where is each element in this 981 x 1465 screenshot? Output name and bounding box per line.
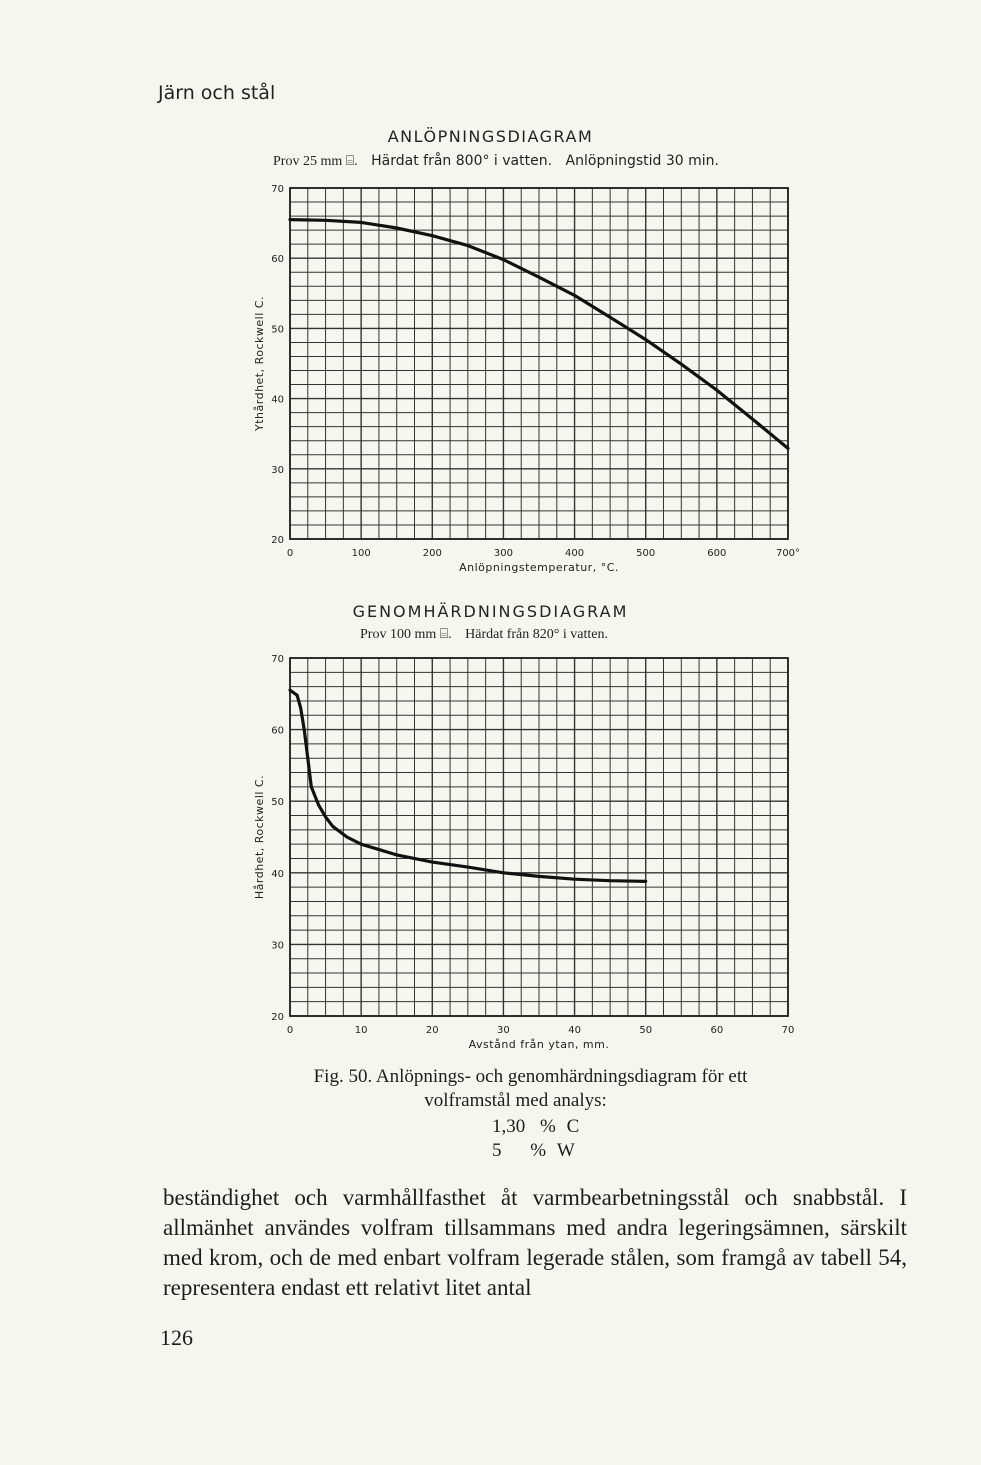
chart1-y-tick-label: 50 [271,324,284,336]
chart1-x-tick-label: 0 [286,548,294,559]
body-paragraph-text: beständighet och varmhållfasthet åt varmbearbetningsstål och snabbstål. I allmänhet användes volfram tillsammans med andra legeringsämnen, särskilt med krom, och de med enbart volfram legerade stålen, som framgå av tabell 54, representera endast ett relativt litet antal [163,1185,907,1300]
chart2-x-tick-label: 20 [425,1025,439,1036]
chart2-y-tick-label: 60 [271,725,284,737]
chart2-y-tick-label: 40 [271,868,284,880]
chart2-x-tick-label: 40 [568,1025,581,1036]
composition-value: 5 [492,1140,502,1161]
composition-element: C [566,1116,580,1137]
chart1-y-tick-label: 20 [271,535,284,546]
composition-value: 1,30 [492,1116,526,1137]
composition-unit: % [530,1140,547,1161]
chart2-subtitle-hardening: Härdat från 820° i vatten. [465,627,608,642]
caption-line-2: volframstål med analys: [424,1090,607,1111]
composition-row-tungsten [492,1140,575,1162]
chart1-y-tick-label: 40 [271,394,284,406]
chart1-y-tick-label: 60 [271,254,284,266]
chart2-y-tick-label: 20 [271,1012,284,1023]
chart2-y-tick-label: 50 [271,797,284,809]
chart2-subtitle-specimen: Prov 100 mm ⌸. [360,627,452,642]
chart1-y-axis-label: Ythårdhet, Rockwell C. [253,296,266,431]
composition-unit: % [540,1116,556,1137]
chart1-title: ANLÖPNINGSDIAGRAM [387,127,594,146]
chart1-subtitle-hardening: Härdat från 800° i vatten. [371,153,553,169]
chart1-subtitle [273,153,729,170]
caption-line-1: Fig. 50. Anlöpnings- och genomhärdningsdiagram för ett [313,1066,748,1087]
chart1-subtitle-specimen: Prov 25 mm ⌸. [273,154,358,169]
composition-row-carbon [492,1116,579,1138]
chart2-title: GENOMHÄRDNINGSDIAGRAM [352,602,629,621]
chart2-x-tick-label: 50 [639,1025,653,1036]
chart2-x-tick-label: 10 [354,1025,368,1036]
chart1-x-tick-label: 500 [636,548,656,559]
chart1-x-tick-label: 400 [565,548,585,559]
chart2-x-tick-label: 70 [781,1025,795,1036]
chart2-subtitle [360,627,618,643]
chart2-y-tick-label: 30 [271,940,284,952]
chart2-x-tick-label: 60 [710,1025,724,1036]
chart1-y-tick-label: 30 [271,464,284,476]
running-head: Järn och stål [158,82,276,104]
chart2-y-axis-label: Hårdhet, Rockwell C. [253,774,266,900]
chart1-x-tick-label: 300 [493,548,513,559]
chart2-x-axis-label: Avstånd från ytan, mm. [468,1038,610,1051]
figure-caption [0,1065,981,1113]
chart2-x-tick-label: 30 [497,1025,510,1036]
chart1-x-tick-label: 700° [775,548,801,559]
chart1-x-axis-label: Anlöpningstemperatur, °C. [459,561,619,574]
chart1-x-tick-label: 100 [351,548,371,559]
page-number: 126 [160,1325,193,1350]
chart1-subtitle-time: Anlöpningstid 30 min. [565,153,719,169]
chart2-x-tick-label: 0 [286,1025,294,1036]
chart2-figure [0,645,981,1065]
body-paragraph [163,1183,907,1303]
chart2-y-tick-label: 70 [271,654,284,665]
chart1-x-tick-label: 600 [707,548,727,559]
chart1-y-tick-label: 70 [271,184,284,195]
chart1-x-tick-label: 200 [422,548,442,559]
composition-element: W [556,1140,575,1161]
chart1-figure [0,170,981,590]
